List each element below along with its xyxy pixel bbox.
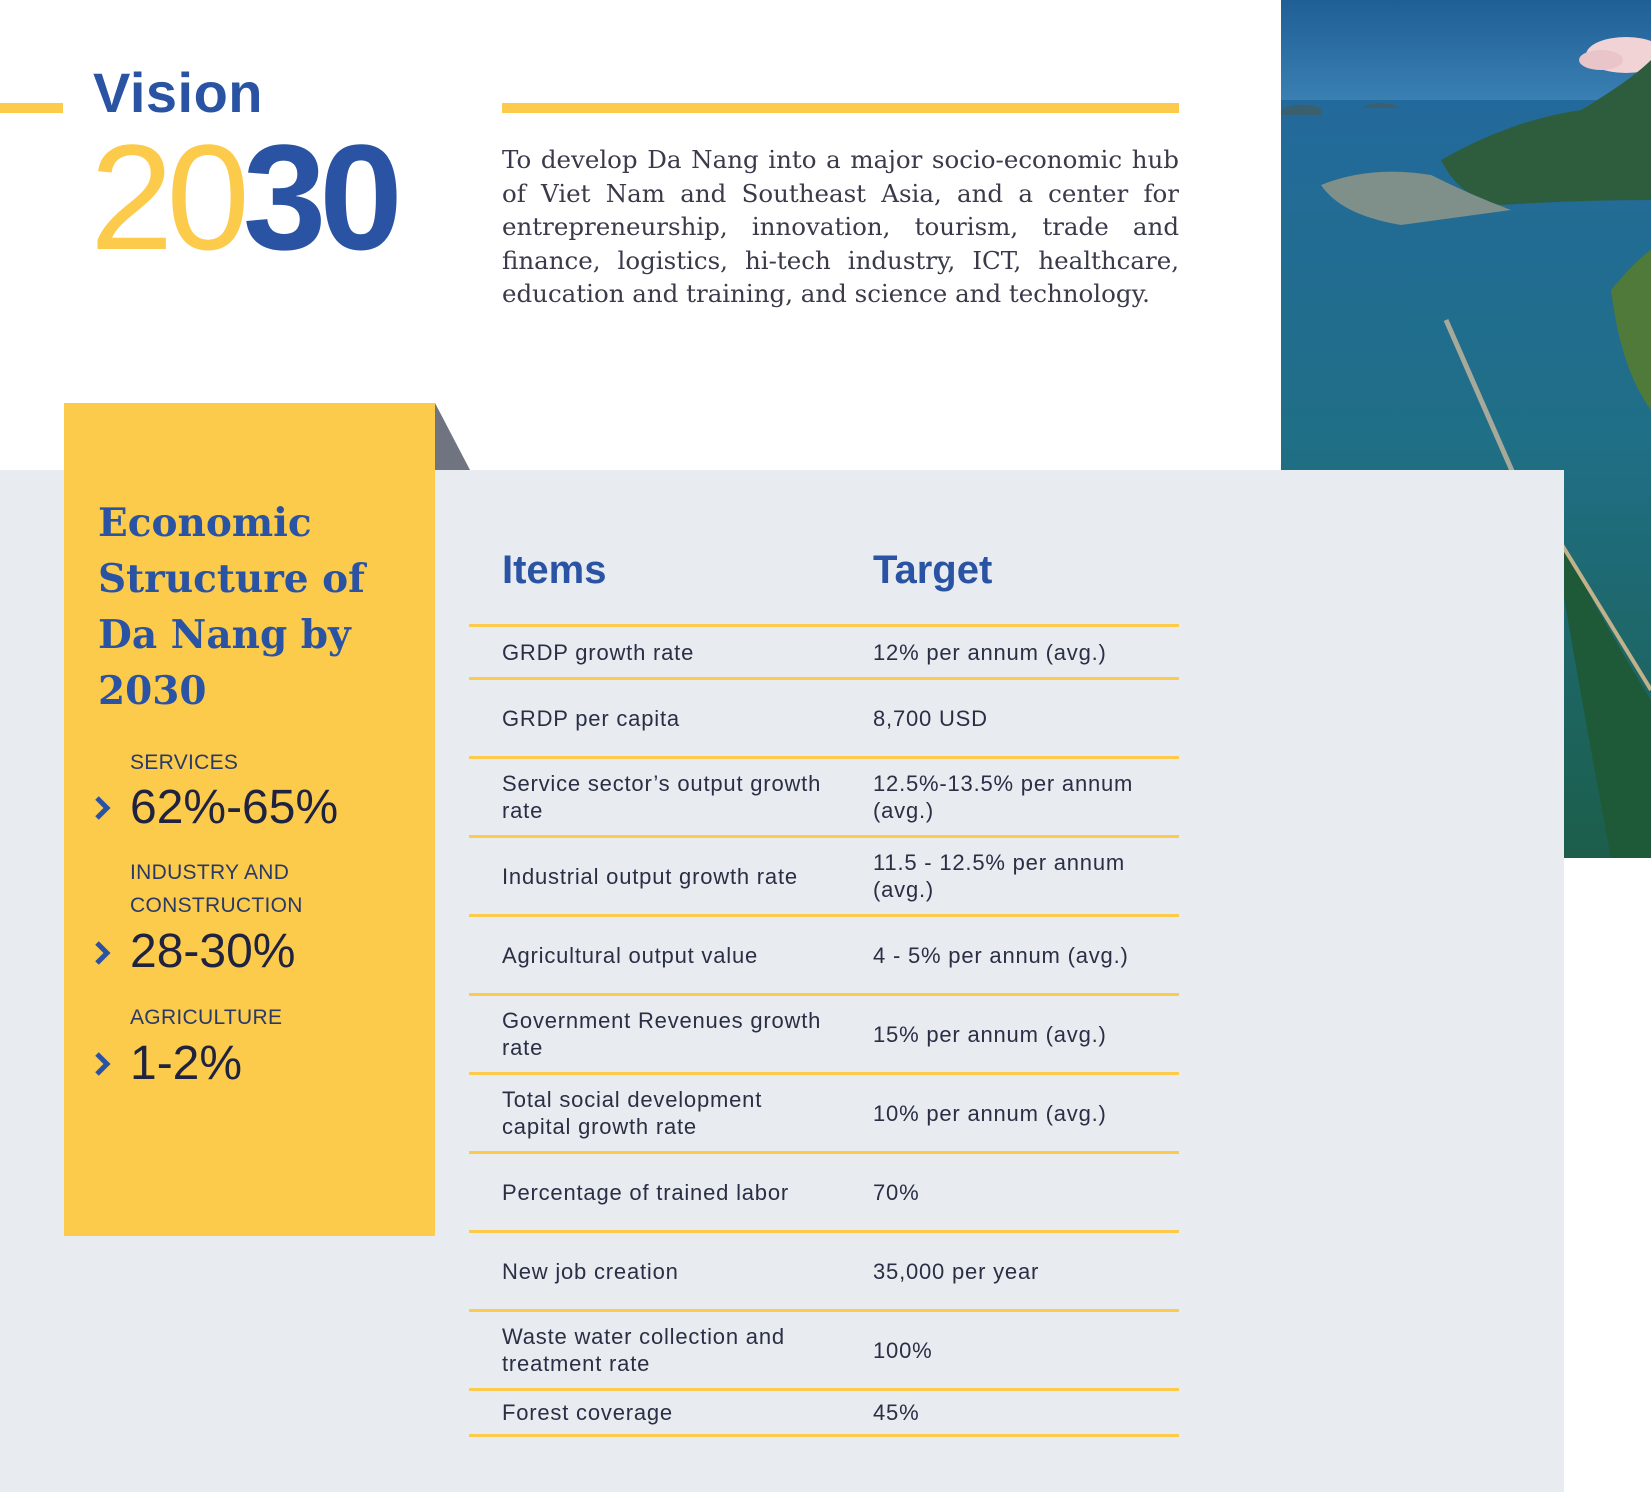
table-cell-item: Agricultural output value [502,942,759,968]
year-display [90,113,396,281]
table-cell-target: 8,700 USD [873,705,988,731]
segment-value-services: 62%-65% [130,781,339,834]
table-cell-item: New job creation [502,1258,679,1284]
table-row [469,838,1179,917]
table-cell-target: 10% per annum (avg.) [873,1100,1107,1126]
chevron-right-icon [93,1048,113,1080]
table-cell-target: 12.5%-13.5% per annum (avg.) [873,771,1134,823]
table-cell-item: Industrial output growth rate [502,863,798,889]
table-cell-item: GRDP per capita [502,705,680,731]
table-cell-item: GRDP growth rate [502,639,695,665]
table-cell-target: 45% [873,1400,920,1425]
segment-label-agriculture: AGRICULTURE [130,1006,283,1029]
segment-label-services: SERVICES [130,751,239,774]
vision-title: Vision [93,61,264,124]
segment-value-industry: 28-30% [130,925,296,978]
table-cell-target: 4 - 5% per annum (avg.) [873,942,1129,968]
table-row [469,996,1179,1075]
year-part-light: 20 [90,113,243,281]
table-cell-item: Total social development capital growth rate [502,1087,763,1139]
table-cell-target: 100% [873,1337,933,1363]
table-cell-item: Percentage of trained labor [502,1179,789,1205]
fold-shadow [435,403,470,470]
table-cell-target: 15% per annum (avg.) [873,1021,1107,1047]
column-header-items: Items [502,548,607,592]
accent-bar [0,103,63,113]
table-row [469,680,1179,759]
vision-statement: To develop Da Nang into a major socio-economic hub of Viet Nam and Southeast Asia, and a center for entrepreneurship, innovation, tourism, trade and finance, logistics, hi-tech industry, ICT, healthcare, education and training, and science and technology. [502,145,1179,308]
chevron-right-icon [93,937,113,969]
table-row [469,1154,1179,1233]
table-row [469,1075,1179,1154]
table-cell-item: Forest coverage [502,1400,673,1425]
table-row [469,759,1179,838]
segment-label-industry: INDUSTRY AND CONSTRUCTION [130,861,303,917]
table-cell-target: 11.5 - 12.5% per annum (avg.) [873,850,1126,902]
structure-title: Economic Structure of Da Nang by 2030 [98,500,365,714]
table-row [469,624,1179,680]
targets-table [469,624,1179,1437]
divider [502,103,1179,113]
table-row [469,917,1179,996]
table-cell-target: 12% per annum (avg.) [873,639,1107,665]
table-row [469,1233,1179,1312]
table-row [469,1312,1179,1391]
table-cell-target: 35,000 per year [873,1258,1040,1284]
chevron-right-icon [93,792,113,824]
table-cell-item: Waste water collection and treatment rate [502,1324,785,1376]
table-row [469,1391,1179,1437]
year-part-bold: 30 [242,113,396,281]
column-header-target: Target [873,548,993,592]
segment-value-agriculture: 1-2% [130,1037,243,1090]
table-cell-item: Government Revenues growth rate [502,1008,822,1060]
table-cell-target: 70% [873,1179,920,1205]
table-cell-item: Service sector’s output growth rate [502,771,822,823]
